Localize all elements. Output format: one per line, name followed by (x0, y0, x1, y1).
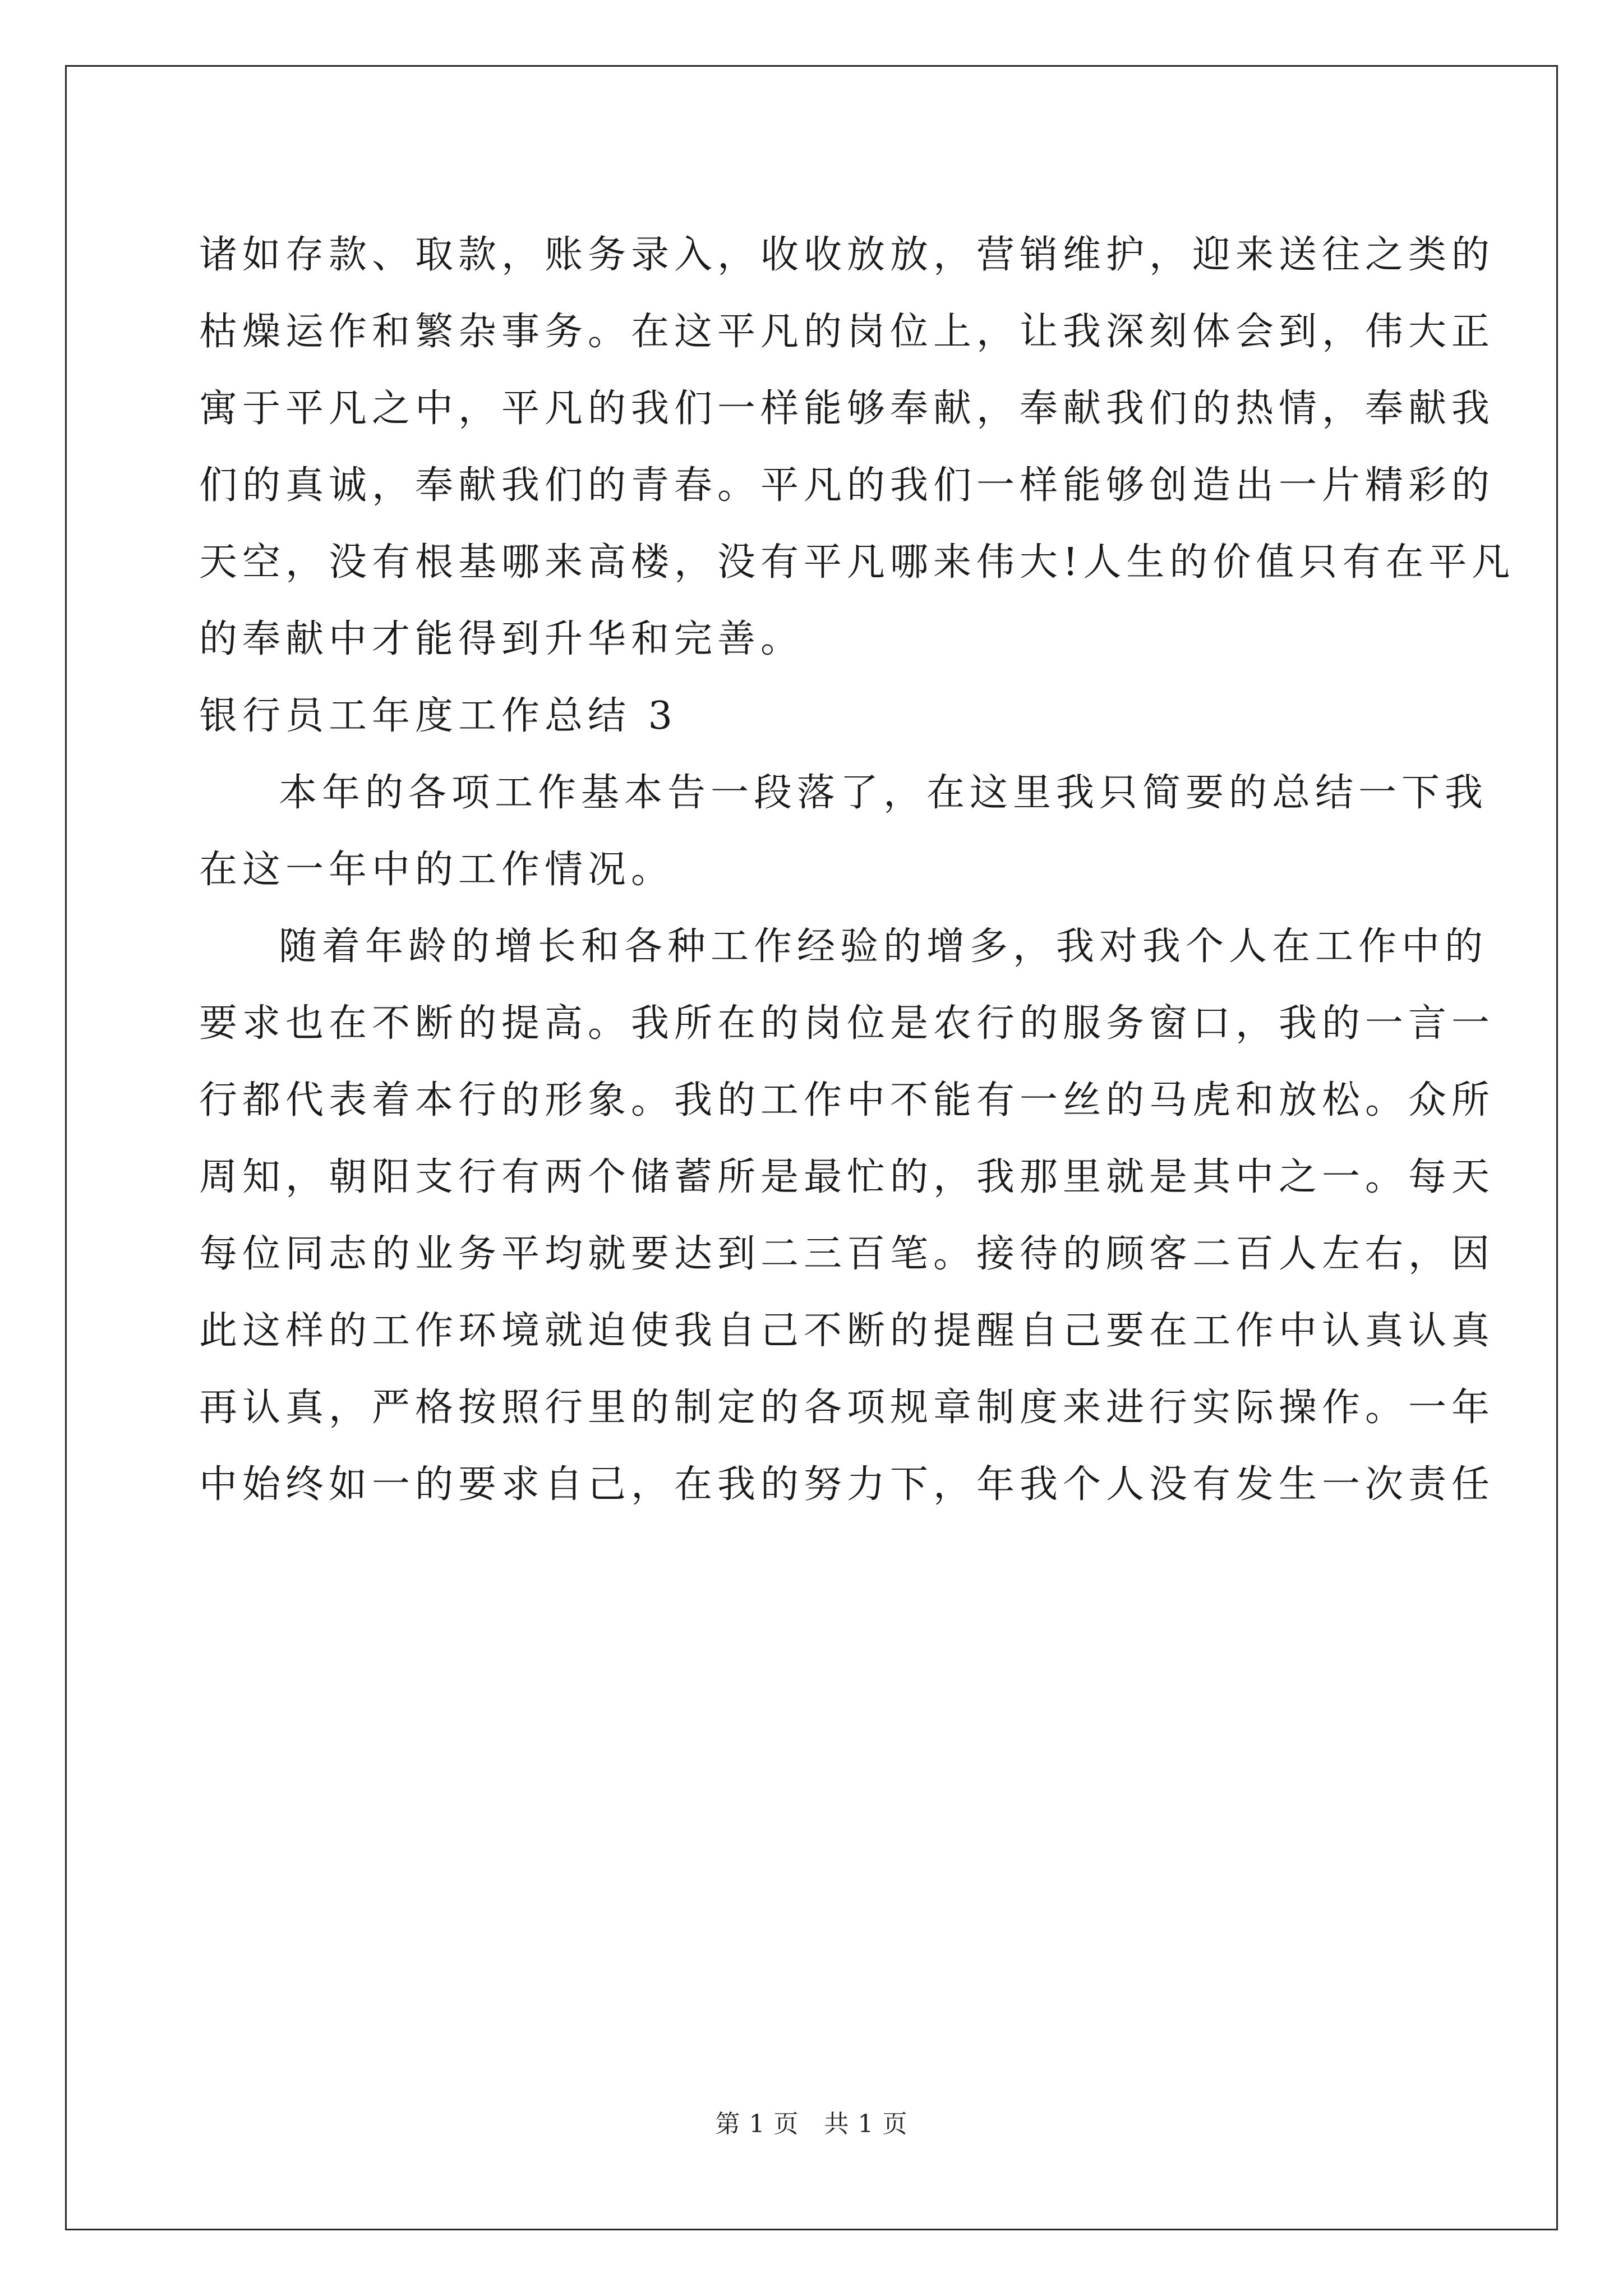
paragraph-3-line: 中始终如一的要求自己，在我的努力下，年我个人没有发生一次责任 (199, 1462, 1495, 1507)
paragraph-3-line: 要求也在不断的提高。我所在的岗位是农行的服务窗口，我的一言一 (199, 1001, 1495, 1046)
page-footer: 第 1 页 共 1 页 (715, 2110, 908, 2138)
paragraph-3-line: 每位同志的业务平均就要达到二三百笔。接待的顾客二百人左右，因 (199, 1232, 1495, 1276)
paragraph-1-line: 的奉献中才能得到升华和完善。 (199, 617, 804, 661)
paragraph-1-line: 们的真诚，奉献我们的青春。平凡的我们一样能够创造出一片精彩的 (199, 463, 1495, 508)
paragraph-2-line: 本年的各项工作基本告一段落了，在这里我只简要的总结一下我 (279, 771, 1488, 815)
paragraph-3-line: 周知，朝阳支行有两个储蓄所是最忙的，我那里就是其中之一。每天 (199, 1155, 1495, 1199)
section-heading: 银行员工年度工作总结 3 (199, 694, 677, 738)
paragraph-1-line: 寓于平凡之中，平凡的我们一样能够奉献，奉献我们的热情，奉献我 (199, 386, 1495, 431)
paragraph-3-line: 再认真，严格按照行里的制定的各项规章制度来进行实际操作。一年 (199, 1386, 1495, 1430)
paragraph-2-line: 在这一年中的工作情况。 (199, 848, 675, 892)
paragraph-3-line: 此这样的工作环境就迫使我自己不断的提醒自己要在工作中认真认真 (199, 1309, 1495, 1353)
paragraph-3-line: 行都代表着本行的形象。我的工作中不能有一丝的马虎和放松。众所 (199, 1078, 1495, 1122)
paragraph-1-line: 枯燥运作和繁杂事务。在这平凡的岗位上，让我深刻体会到，伟大正 (199, 310, 1495, 354)
paragraph-1-line: 诸如存款、取款，账务录入，收收放放，营销维护，迎来送往之类的 (199, 233, 1495, 277)
paragraph-3-line: 随着年龄的增长和各种工作经验的增多，我对我个人在工作中的 (279, 924, 1488, 969)
paragraph-1-line: 天空，没有根基哪来高楼，没有平凡哪来伟大!人生的价值只有在平凡 (199, 540, 1515, 585)
